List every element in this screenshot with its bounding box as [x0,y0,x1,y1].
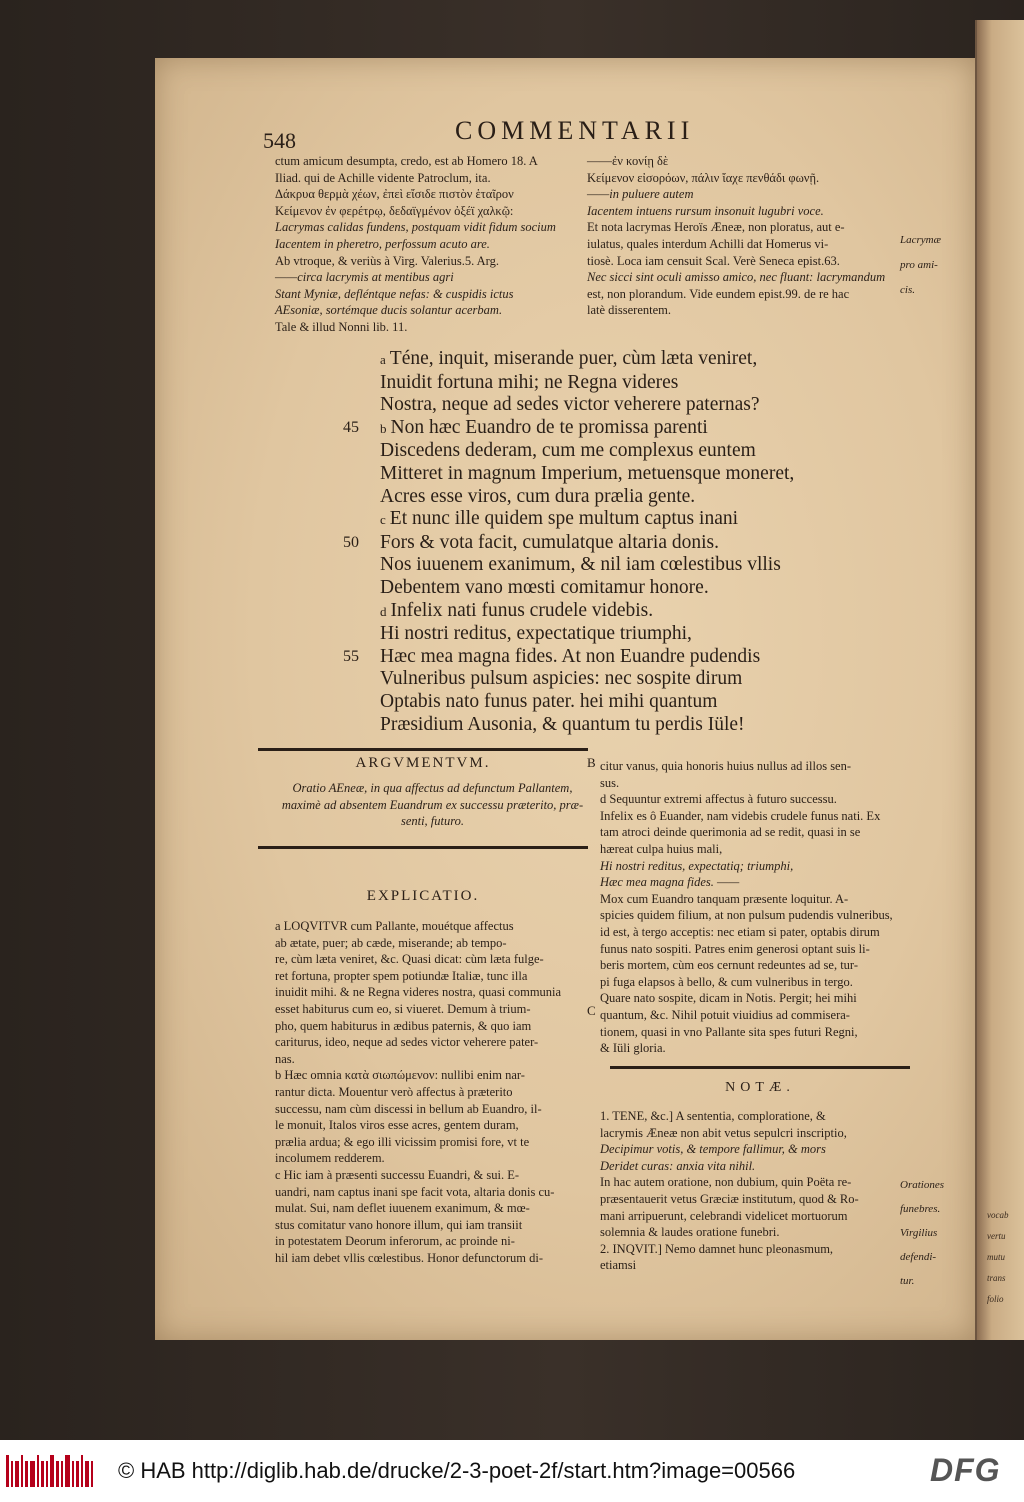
text-line: Κείμενον ἐν φερέτρῳ, δεδαϊγμένον ὀξέϊ χαλκῷ: [275,203,514,218]
text-line: Mox cum Euandro tanquam præsente loquitur. A- [600,891,849,906]
text-line: prælia ardua; & ego illi vicissim promisi fore, vt te [275,1134,530,1149]
text-line: pro ami- [900,259,938,271]
text-line: funus nato sospiti. Patres enim generosi optant suis li- [600,941,870,956]
text-line: inuidit mihi. & ne Regna videres nostra, quasi communia [275,985,562,1000]
text-line: 2. INQVIT.] Nemo damnet hunc pleonasmum, [600,1241,834,1256]
note-mark: c [380,512,386,528]
verse-text: Fors & vota facit, cumulatque altaria donis. [380,531,719,553]
note-mark: a [380,352,386,367]
text-line: Iacentem in pheretro, perfossum acuto are. [275,236,490,251]
text-line: hil iam debet vllis cœlestibus. Honor defunctorum di- [275,1250,544,1265]
commentary-left-top [275,153,575,336]
text-line: citur vanus, quia honoris huius nullus ad illos sen- [600,759,852,773]
argumentum-text [275,780,590,830]
note-mark: b [380,420,387,436]
line-number: 50 [343,533,359,551]
text-line: incolumem redderem. [275,1151,385,1166]
text-line: Et nota lacrymas Heroïs Æneæ, non ploratus, aut e- [587,220,845,235]
text-line: stus comitatur vano honore illum, qui iam transiit [275,1217,523,1232]
text-line: d Sequuntur extremi affectus à futuro successu. [600,792,837,807]
verse-text: Optabis nato funus pater. hei mihi quantum [380,690,718,712]
text-line: tionem, quasi in vno Pallante sita spes futuri Regni, [600,1024,858,1039]
hab-logo-icon [6,1455,106,1487]
argumentum-title: ARGVMENTVM. [355,755,491,771]
dfg-logo: DFG [930,1452,1001,1488]
text-line: ret fortuna, propter spem potiundæ Italiæ, tunc illa [275,968,528,983]
text-line: vertu [987,1231,1006,1241]
text-line: Hi nostri reditus, expectatiq; triumphi, [600,858,794,873]
text-line: nas. [275,1051,295,1066]
margin-letter-c: C [587,1003,596,1018]
text-line: in potestatem Deorum inferorum, ac proinde ni- [275,1234,515,1249]
text-line: latè disserentem. [587,303,671,318]
verse-text: Debentem vano mœsti comitamur honore. [380,576,709,598]
explicatio-text [275,918,590,1266]
verse-line [380,714,940,737]
note-mark: d [380,603,387,619]
verse-text: Præsidium Ausonia, & quantum tu perdis Iüle! [380,713,745,735]
verse-line [380,691,940,714]
text-line: tam atroci deinde querimonia ad se redit, quasi in se [600,825,861,840]
verse-line [380,348,940,372]
text-line: Nec sicci sint oculi amisso amico, nec fluant: lacrymandum [587,270,886,285]
verse-text: Et nunc ille quidem spe multum captus inani [389,508,739,530]
text-line: Tale & illud Nonni lib. 11. [275,319,408,334]
verse-line [380,623,940,646]
verse-text: Hæc mea magna fides. At non Euandre pudendis [380,645,761,667]
text-line: pho, quem habiturus in ædibus paternis, & quo iam [275,1018,532,1033]
verse-line [343,416,940,441]
text-line: Decipimur votis, & tempore fallimur, & mors [600,1142,826,1157]
text-line: defendi- [900,1251,937,1263]
explicatio-title: EXPLICATIO. [366,888,480,904]
text-line: uandri, nam captus inani spe facit vota, altaria donis cu- [275,1184,555,1199]
text-line: b Hæc omnia κατὰ σιωπώμενον: nullibi enim nar- [275,1068,525,1083]
text-line: mutu [987,1252,1005,1262]
text-line: Deridet curas: anxia vita nihil. [600,1158,756,1173]
text-line: a LOQVITVR cum Pallante, mouétque affectus [275,919,514,933]
verse-line [380,668,940,691]
rule-argumentum [258,748,588,751]
text-line: ctum amicum desumpta, credo, est ab Homero 18. A [275,154,538,168]
text-line: Κείμενον εἰσορόων, πάλιν ἴαχε πενθάδι φωνῇ. [587,170,820,185]
line-number: 55 [343,647,359,665]
text-line: etiamsi [600,1258,637,1273]
text-line: Orationes [900,1179,944,1191]
facing-page-notes [987,1200,1023,1314]
commentary-right-bottom [600,758,915,1057]
text-line: Iliad. qui de Achille vidente Patroclum, ita. [275,170,491,185]
text-line: esset habiturus cum eo, si viueret. Demum à trium- [275,1001,531,1016]
verse-text: Hi nostri reditus, expectatique triumphi, [380,623,692,645]
text-line: solemnia & laudes oratione funebri. [600,1225,780,1240]
verse-line [380,600,940,624]
verse-text: Nostra, neque ad sedes victor veherere paternas? [380,394,760,416]
verse-text: Vulneribus pulsum aspicies: nec sospite dirum [380,668,743,690]
text-line: Lacrymas calidas fundens, postquam vidit fidum socium [275,220,556,235]
verse-block [343,348,940,736]
text-line: id est, à tergo acceptis: nec etiam si pater, optabis dirum [600,924,880,939]
text-line: re, cùm læta veniret, &c. Quasi dicat: cùm læta fulge- [275,952,544,967]
verse-text: Acres esse viros, cum dura prælia gente. [380,485,696,507]
page-number: 548 [263,128,296,153]
footer-bar [0,1440,1024,1502]
text-line: Oratio AEneæ, in qua affectus ad defunctum Pallantem, [292,781,573,795]
text-line: successu, nam cùm discessi in bellum ab Euandro, il- [275,1101,542,1116]
verse-text: Discedens dederam, cum me complexus euntem [380,440,756,462]
verse-text: Mitteret in magnum Imperium, metuensque moneret, [380,462,795,484]
text-line: lacrymis Æneæ non abit vetus sepulcri inscriptio, [600,1125,847,1140]
text-line: Iacentem intuens rursum insonuit lugubri voce. [587,203,824,218]
text-line: trans [987,1273,1006,1283]
copyright-url[interactable]: © HAB http://diglib.hab.de/drucke/2-3-poet-2f/start.htm?image=00566 [118,1458,796,1483]
text-line: Lacrymæ [900,234,941,246]
text-line: tiosè. Loca iam censuit Scal. Verè Seneca epist.63. [587,253,840,268]
text-line: Δάκρυα θερμὰ χέων, ἐπεὶ εἴσιδε πιστὸν ἑταῖρον [275,187,514,202]
text-line: quantum, &c. Nihil potuit viuidius ad commisera- [600,1007,850,1022]
facing-page-edge [975,20,1024,1340]
text-line: est, non plorandum. Vide eundem epist.99. de re hac [587,286,850,301]
verse-line [380,508,940,532]
text-line: spicies quidem filium, at non pulsum pudendis vulneribus, [600,908,893,923]
rule-notae [610,1066,910,1069]
margin-note-lacrymae [900,222,970,308]
verse-text: Téne, inquit, miserande puer, cùm læta veniret, [389,348,758,369]
text-line: ——circa lacrymis at mentibus agri [275,270,454,285]
text-line: maximè ad absentem Euandrum ex successu præterito, præ- [281,797,584,812]
text-line: vocab [987,1210,1009,1220]
notae-text [600,1108,915,1274]
text-line: In hac autem oratione, non dubium, quin Poëta re- [600,1175,852,1190]
rule-explicatio [258,846,588,849]
text-line: Quare nato sospite, dicam in Notis. Pergit; hei mihi [600,991,857,1006]
text-line: ——in puluere autem [587,187,694,202]
text-line: cariturus, ideo, neque ad sedes victor veherere pater- [275,1035,539,1050]
verse-line [380,440,940,463]
text-line: Stant Myniæ, defléntque nefas: & cuspidis ictus [275,286,514,301]
book-page [155,58,975,1340]
text-line: cis. [900,284,915,296]
text-line: AEsoniæ, sortémque ducis solantur acerbam. [275,303,503,318]
verse-line [380,463,940,486]
text-line: senti, futuro. [400,814,465,829]
margin-letter-b: B [587,755,596,770]
text-line: Infelix es ô Euander, nam videbis crudele funus nati. Ex [600,808,881,823]
verse-line [380,577,940,600]
verse-line [380,394,940,417]
text-line: ——ἐν κονίῃ δὲ [587,154,669,168]
verse-text: Infelix nati funus crudele videbis. [390,599,654,621]
text-line: tur. [900,1275,915,1287]
text-line: pi fuga elapsos à bello, & cum vulneribus in tergo. [600,974,853,989]
verse-text: Nos iuuenem exanimum, & nil iam cœlestibus vllis [380,554,781,576]
text-line: le monuit, Italos viros esse acres, gentem duram, [275,1118,519,1133]
text-line: ab ætate, puer; ab cæde, miserande; ab tempo- [275,935,507,950]
verse-line [343,645,940,669]
text-line: præsentauerit vetus Græciæ institutum, quod & Ro- [600,1191,859,1206]
running-title: COMMENTARII [455,116,695,145]
verse-line [380,486,940,509]
text-line: mulat. Sui, nam deflet iuuenem exanimum, & mœ- [275,1201,530,1216]
text-line: & Iüli gloria. [600,1041,666,1056]
verse-text: Non hæc Euandro de te promissa parenti [390,416,708,438]
line-number: 45 [343,418,359,436]
text-line: sus. [600,775,620,790]
text-line: hæreat culpa huius mali, [600,841,723,856]
verse-text: Inuidit fortuna mihi; ne Regna videres [380,371,679,393]
text-line: 1. TENE, &c.] A sententia, comploratione, & [600,1109,826,1123]
text-line: iulatus, quales interdum Achilli dat Homerus vi- [587,236,829,251]
text-line: rantur dicta. Mouentur verò affectus à præterito [275,1084,513,1099]
commentary-right-top [587,153,917,319]
notae-title: NOTÆ. [725,1080,795,1095]
text-line: beris mortem, cùm eos cernunt redeuntes ad se, tur- [600,958,858,973]
verse-line [380,554,940,577]
text-line: Hæc mea magna fides. —— [600,875,740,890]
text-line: funebres. [900,1203,941,1215]
text-line: Virgilius [900,1227,938,1239]
margin-note-orationes [900,1168,975,1299]
text-line: Ab vtroque, & veriùs à Virg. Valerius.5. Arg. [275,253,499,268]
text-line: mani arripuerunt, celebrandi videlicet mortuorum [600,1208,848,1223]
text-line: folio [987,1294,1004,1304]
text-line: c Hic iam à præsenti successu Euandri, & sui. E- [275,1167,520,1182]
verse-line [380,372,940,395]
verse-line [343,531,940,555]
